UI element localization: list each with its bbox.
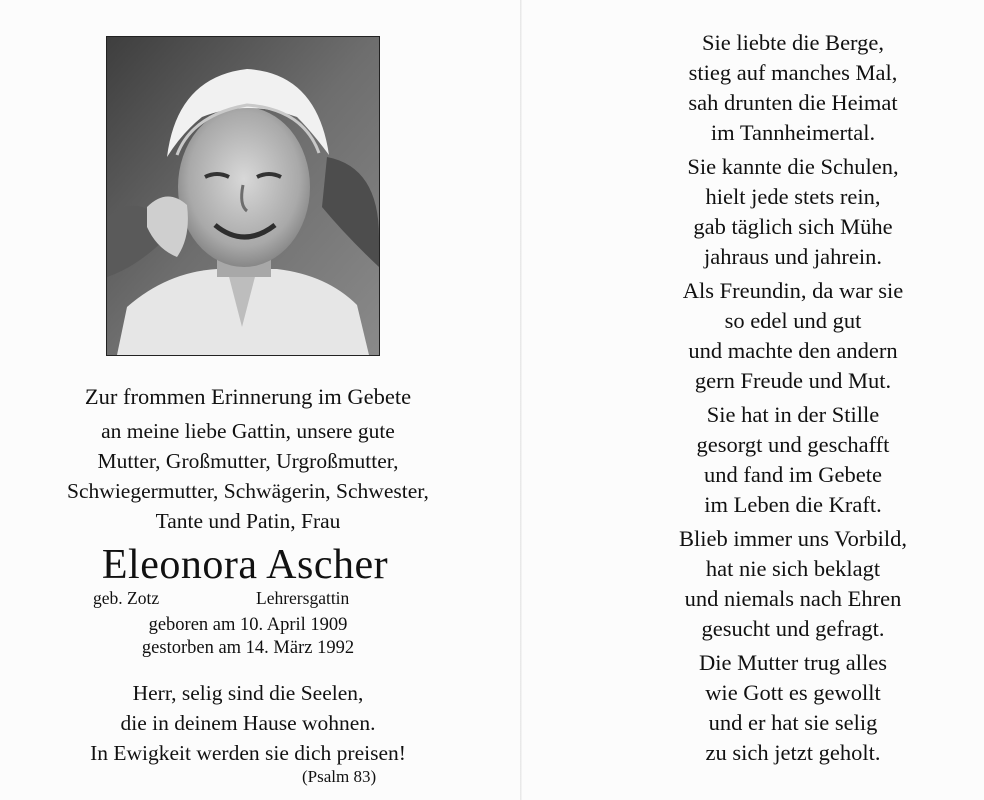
intro-line-3: Mutter, Großmutter, Urgroßmutter, bbox=[97, 449, 399, 473]
poem-line: gern Freude und Mut. bbox=[694, 368, 892, 393]
poem-line: und fand im Gebete bbox=[703, 462, 883, 487]
poem bbox=[600, 28, 984, 772]
poem-line: zu sich jetzt geholt. bbox=[705, 740, 881, 765]
psalm-line-1: Herr, selig sind die Seelen, bbox=[132, 681, 364, 705]
poem-stanza bbox=[600, 276, 984, 396]
deceased-name: Eleonora Ascher bbox=[101, 542, 389, 588]
poem-line: im Leben die Kraft. bbox=[704, 492, 882, 517]
poem-line: sah drunten die Heimat bbox=[688, 90, 898, 115]
poem-line: Sie liebte die Berge, bbox=[701, 30, 885, 55]
poem-stanza bbox=[600, 152, 984, 272]
fold-line bbox=[520, 0, 522, 800]
poem-line: Als Freundin, da war sie bbox=[682, 278, 904, 303]
poem-line: so edel und gut bbox=[724, 308, 862, 333]
poem-stanza bbox=[600, 28, 984, 148]
poem-line: Die Mutter trug alles bbox=[698, 650, 888, 675]
poem-line: jahraus und jahrein. bbox=[703, 244, 883, 269]
poem-line: im Tannheimertal. bbox=[710, 120, 876, 145]
intro-line-2: an meine liebe Gattin, unsere gute bbox=[101, 419, 395, 443]
poem-line: gesorgt und geschafft bbox=[696, 432, 890, 457]
psalm-line-3: In Ewigkeit werden sie dich preisen! bbox=[90, 741, 406, 765]
birth-name: geb. Zotz bbox=[93, 588, 160, 608]
poem-stanza bbox=[600, 524, 984, 644]
poem-line: Blieb immer uns Vorbild, bbox=[679, 526, 907, 551]
psalm-verse bbox=[0, 678, 496, 768]
poem-line: gesucht und gefragt. bbox=[701, 616, 885, 641]
portrait-photo-icon bbox=[107, 37, 379, 355]
poem-line: Sie hat in der Stille bbox=[706, 402, 880, 427]
intro-line-5: Tante und Patin, Frau bbox=[155, 509, 341, 533]
portrait-photo bbox=[106, 36, 380, 356]
poem-line: und machte den andern bbox=[688, 338, 898, 363]
poem-line: wie Gott es gewollt bbox=[705, 680, 881, 705]
poem-line: hielt jede stets rein, bbox=[705, 184, 881, 209]
life-dates bbox=[0, 614, 496, 660]
birth-date: geboren am 10. April 1909 bbox=[148, 615, 348, 635]
poem-line: hat nie sich beklagt bbox=[705, 556, 881, 581]
death-date: gestorben am 14. März 1992 bbox=[141, 638, 355, 658]
poem-line: und niemals nach Ehren bbox=[684, 586, 902, 611]
poem-line: stieg auf manches Mal, bbox=[688, 60, 898, 85]
intro-line-1: Zur frommen Erinnerung im Gebete bbox=[84, 384, 412, 409]
poem-line: und er hat sie selig bbox=[708, 710, 878, 735]
poem-line: gab täglich sich Mühe bbox=[693, 214, 893, 239]
intro-text bbox=[0, 416, 496, 536]
intro-line-4: Schwiegermutter, Schwägerin, Schwester, bbox=[67, 479, 429, 503]
psalm-line-2: die in deinem Hause wohnen. bbox=[120, 711, 376, 735]
poem-line: Sie kannte die Schulen, bbox=[687, 154, 899, 179]
poem-stanza bbox=[600, 648, 984, 768]
psalm-reference: (Psalm 83) bbox=[302, 767, 377, 786]
occupation: Lehrersgattin bbox=[256, 588, 350, 608]
poem-stanza bbox=[600, 400, 984, 520]
